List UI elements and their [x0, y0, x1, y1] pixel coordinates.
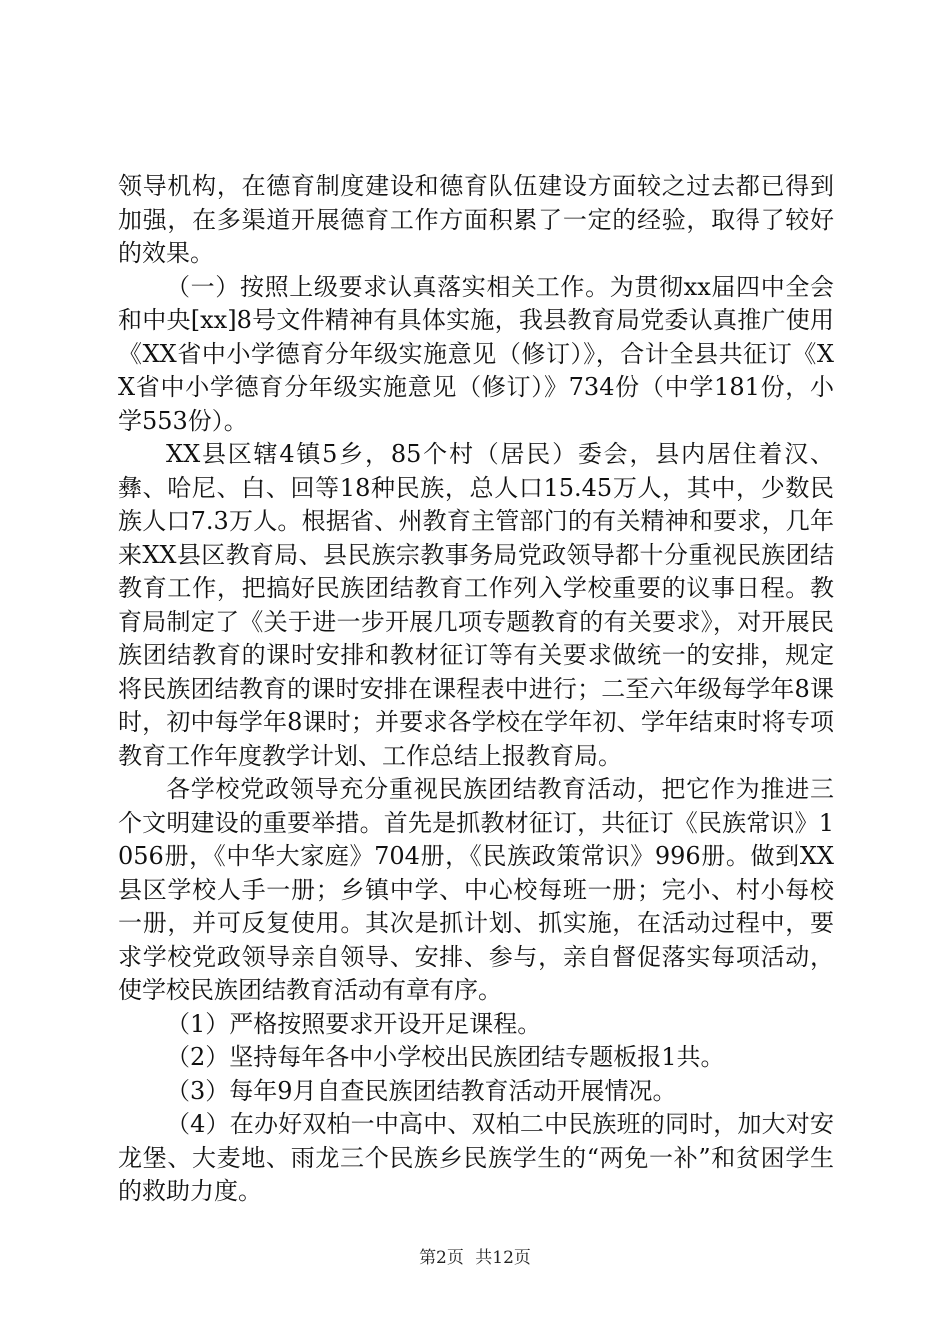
page-footer: [0, 1243, 950, 1268]
document-body: [118, 170, 834, 1209]
list-item-4: （4）在办好双柏一中高中、双柏二中民族班的同时，加大对安龙堡、大麦地、雨龙三个民族乡民族学生的“两免一补”和贫困学生的救助力度。: [118, 1110, 834, 1205]
page-total: 共12页: [475, 1248, 531, 1268]
paragraph-intro-continuation: 领导机构，在德育制度建设和德育队伍建设方面较之过去都已得到加强，在多渠道开展德育工作方面积累了一定的经验，取得了较好的效果。: [118, 172, 834, 267]
paragraph-school-activities: 各学校党政领导充分重视民族团结教育活动，把它作为推进三个文明建设的重要举措。首先是抓教材征订，共征订《民族常识》1056册，《中华大家庭》704册，《民族政策常识》996册。做到XX县区学校人手一册；乡镇中学、中心校每班一册；完小、村小每校一册，并可反复使用。其次是抓计划、抓实施，在活动过程中，要求学校党政领导亲自领导、安排、参与，亲自督促落实每项活动，使学校民族团结教育活动有章有序。: [118, 775, 834, 1004]
list-item-1: （1）严格按照要求开设开足课程。: [166, 1009, 542, 1038]
page-number: 第2页: [419, 1248, 464, 1268]
list-item-3: （3）每年9月自查民族团结教育活动开展情况。: [166, 1076, 677, 1105]
list-item-2: （2）坚持每年各中小学校出民族团结专题板报1共。: [166, 1043, 725, 1071]
paragraph-section-one: （一）按照上级要求认真落实相关工作。为贯彻xx届四中全会和中央[xx]8号文件精神有具体实施，我县教育局党委认真推广使用《XX省中小学德育分年级实施意见（修订）》，合计全县共征订《XX省中小学德育分年级实施意见（修订）》734份（中学181份，小学553份）。: [118, 272, 834, 435]
paragraph-county-overview: XX县区辖4镇5乡，85个村（居民）委会，县内居住着汉、彝、哈尼、白、回等18种民族，总人口15.45万人，其中，少数民族人口7.3万人。根据省、州教育主管部门的有关精神和要求，几年来XX县区教育局、县民族宗教事务局党政领导都十分重视民族团结教育工作，把搞好民族团结教育工作列入学校重要的议事日程。教育局制定了《关于进一步开展几项专题教育的有关要求》，对开展民族团结教育的课时安排和教材征订等有关要求做统一的安排，规定将民族团结教育的课时安排在课程表中进行；二至六年级每学年8课时，初中每学年8课时；并要求各学校在学年初、学年结束时将专项教育工作年度教学计划、工作总结上报教育局。: [118, 440, 834, 770]
